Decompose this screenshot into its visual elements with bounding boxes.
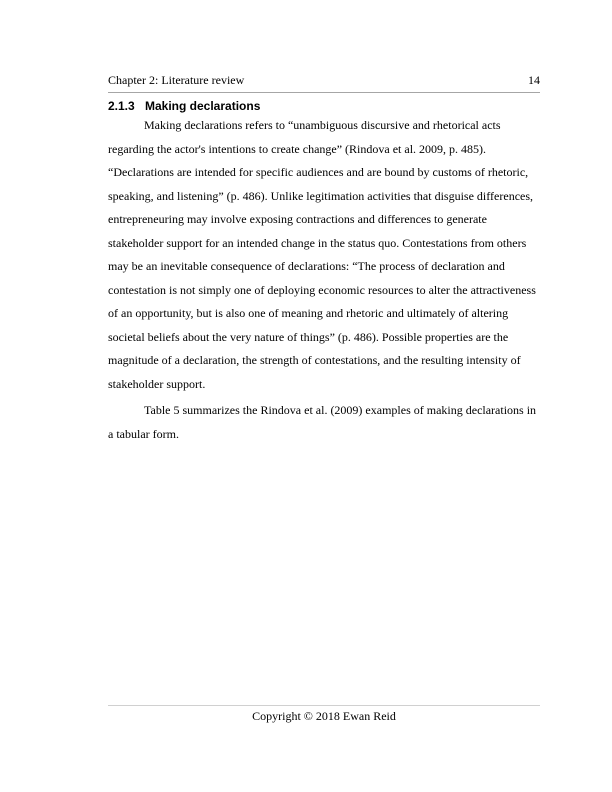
header-divider <box>108 92 540 93</box>
page-number: 14 <box>528 73 540 87</box>
chapter-title: Chapter 2: Literature review <box>108 73 245 87</box>
text-line: magnitude of a declaration, the strength of contestations, and the resulting intensity of <box>108 353 521 367</box>
body-text <box>108 117 540 449</box>
footer-divider <box>108 705 540 706</box>
text-line: entrepreneuring may involve exposing contractions and differences to generate <box>108 212 487 226</box>
text-line: a tabular form. <box>108 426 179 441</box>
text-line: speaking, and listening” (p. 486). Unlike legitimation activities that disguise differences, <box>108 188 534 203</box>
footer-copyright: Copyright © 2018 Ewan Reid <box>252 709 396 723</box>
text-line: of an opportunity, but is also one of meaning and rhetoric and ultimately of altering <box>108 306 509 320</box>
text-line: Making declarations refers to “unambiguous discursive and rhetorical acts <box>144 118 501 132</box>
text-line: may be an inevitable consequence of declarations: “The process of declaration and <box>108 259 505 273</box>
text-line: “Declarations are intended for specific audiences and are bound by customs of rhetoric, <box>108 165 529 179</box>
text-line: regarding the actor's intentions to create change” (Rindova et al. 2009, p. 485). <box>108 141 487 156</box>
text-line: societal beliefs about the very nature of things” (p. 486). Possible properties are the <box>108 329 509 344</box>
page-header <box>108 73 540 89</box>
section-title: Making declarations <box>145 99 261 113</box>
paragraph-2 <box>108 402 540 449</box>
text-line: contestation is not simply one of deploying economic resources to alter the attractiveness <box>108 282 536 297</box>
text-line: Table 5 summarizes the Rindova et al. (2009) examples of making declarations in <box>144 403 537 417</box>
text-line: stakeholder support. <box>108 376 206 391</box>
text-line: stakeholder support for an intended change in the status quo. Contestations from others <box>108 235 527 250</box>
paragraph-1 <box>108 117 540 399</box>
section-heading <box>108 98 540 114</box>
section-number: 2.1.3 <box>108 99 135 113</box>
